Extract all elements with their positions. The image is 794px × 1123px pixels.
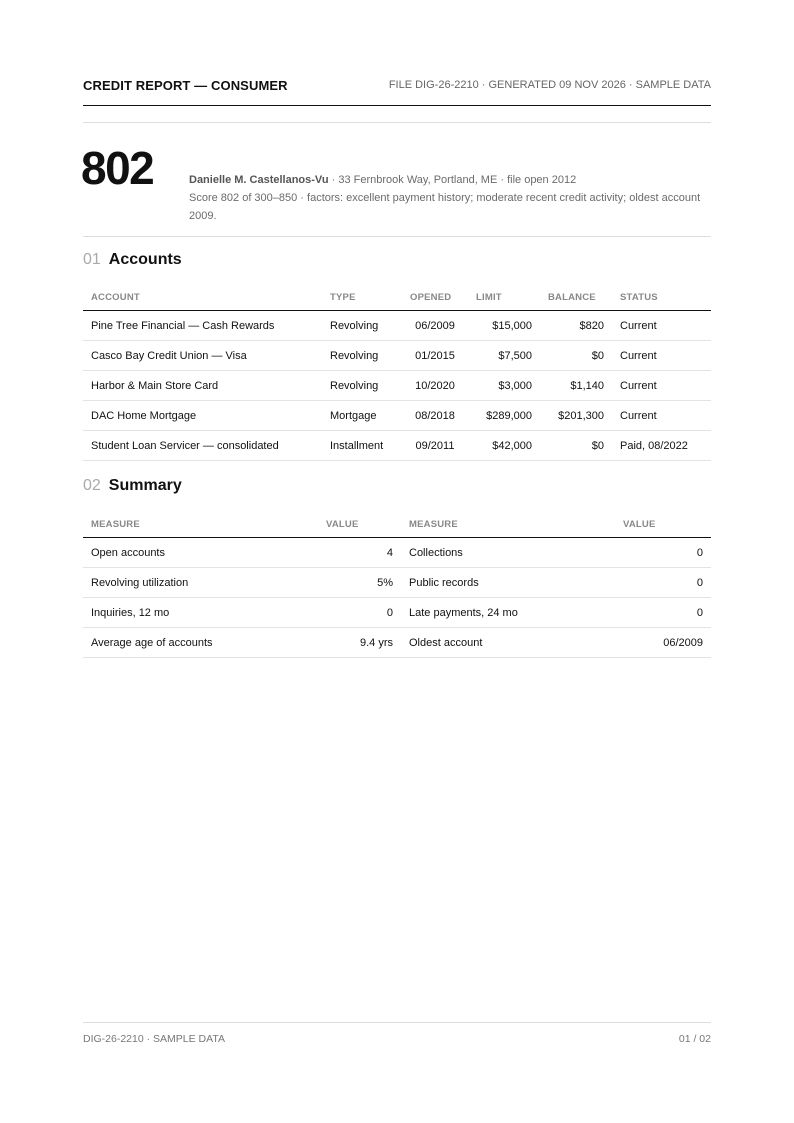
- table-row: [83, 598, 711, 628]
- measure-label: Public records: [401, 568, 615, 598]
- column-header: MEASURE: [401, 511, 615, 538]
- measure-label: Oldest account: [401, 628, 615, 658]
- account-type: Revolving: [322, 311, 402, 341]
- column-header: BALANCE: [540, 284, 612, 311]
- column-header: VALUE: [615, 511, 711, 538]
- measure-label: Revolving utilization: [83, 568, 318, 598]
- measure-value: 4: [318, 538, 401, 568]
- account-opened: 08/2018: [402, 401, 468, 431]
- account-balance: $820: [540, 311, 612, 341]
- summary-table: [83, 511, 711, 658]
- report-header: [83, 78, 711, 106]
- footer-file-id: DIG-26-2210 · SAMPLE DATA: [83, 1033, 225, 1045]
- measure-value: 0: [615, 538, 711, 568]
- account-limit: $15,000: [468, 311, 540, 341]
- table-row: [83, 371, 711, 401]
- account-name: Student Loan Servicer — consolidated: [83, 431, 322, 461]
- consumer-name: Danielle M. Castellanos-Vu: [189, 174, 329, 186]
- measure-value: 5%: [318, 568, 401, 598]
- account-name: DAC Home Mortgage: [83, 401, 322, 431]
- table-header-row: [83, 511, 711, 538]
- table-row: [83, 628, 711, 658]
- account-opened: 09/2011: [402, 431, 468, 461]
- credit-score: 802: [81, 142, 154, 194]
- table-row: [83, 431, 711, 461]
- divider: [83, 122, 711, 123]
- file-meta: FILE DIG-26-2210 · GENERATED 09 NOV 2026 · SAMPLE DATA: [388, 79, 711, 91]
- measure-value: 0: [318, 598, 401, 628]
- section-title: Accounts: [108, 251, 182, 268]
- account-type: Installment: [322, 431, 402, 461]
- account-status: Current: [612, 311, 711, 341]
- table-row: [83, 401, 711, 431]
- measure-value: 0: [615, 568, 711, 598]
- table-row: [83, 311, 711, 341]
- consumer-details: · 33 Fernbrook Way, Portland, ME · file open 2012: [328, 174, 577, 186]
- account-limit: $7,500: [468, 341, 540, 371]
- measure-label: Average age of accounts: [83, 628, 318, 658]
- account-balance: $0: [540, 341, 612, 371]
- summary-section-heading: [83, 477, 182, 499]
- account-limit: $42,000: [468, 431, 540, 461]
- column-header: STATUS: [612, 284, 711, 311]
- account-status: Current: [612, 341, 711, 371]
- account-opened: 01/2015: [402, 341, 468, 371]
- account-type: Revolving: [322, 341, 402, 371]
- account-status: Current: [612, 401, 711, 431]
- table-row: [83, 568, 711, 598]
- account-balance: $201,300: [540, 401, 612, 431]
- account-name: Pine Tree Financial — Cash Rewards: [83, 311, 322, 341]
- measure-label: Inquiries, 12 mo: [83, 598, 318, 628]
- account-status: Current: [612, 371, 711, 401]
- account-name: Harbor & Main Store Card: [83, 371, 322, 401]
- column-header: VALUE: [318, 511, 401, 538]
- column-header: MEASURE: [83, 511, 318, 538]
- account-opened: 10/2020: [402, 371, 468, 401]
- account-type: Revolving: [322, 371, 402, 401]
- column-header: LIMIT: [468, 284, 540, 311]
- page-number: 01 / 02: [678, 1033, 711, 1045]
- measure-label: Collections: [401, 538, 615, 568]
- accounts-table: [83, 284, 711, 461]
- measure-value: 9.4 yrs: [318, 628, 401, 658]
- account-status: Paid, 08/2022: [612, 431, 711, 461]
- measure-label: Open accounts: [83, 538, 318, 568]
- column-header: OPENED: [402, 284, 468, 311]
- consumer-summary: [189, 171, 711, 225]
- account-opened: 06/2009: [402, 311, 468, 341]
- table-header-row: [83, 284, 711, 311]
- accounts-section-heading: [83, 251, 182, 273]
- report-title: CREDIT REPORT — CONSUMER: [83, 78, 288, 93]
- score-factors: Score 802 of 300–850 · factors: excellent payment history; moderate recent credit activity; oldest account 2009.: [189, 192, 701, 222]
- section-title: Summary: [108, 477, 182, 494]
- account-balance: $1,140: [540, 371, 612, 401]
- section-number: 02: [83, 477, 101, 494]
- account-name: Casco Bay Credit Union — Visa: [83, 341, 322, 371]
- account-type: Mortgage: [322, 401, 402, 431]
- account-limit: $289,000: [468, 401, 540, 431]
- divider: [83, 236, 711, 237]
- column-header: TYPE: [322, 284, 402, 311]
- account-limit: $3,000: [468, 371, 540, 401]
- measure-value: 0: [615, 598, 711, 628]
- measure-label: Late payments, 24 mo: [401, 598, 615, 628]
- section-number: 01: [83, 251, 101, 268]
- measure-value: 06/2009: [615, 628, 711, 658]
- column-header: ACCOUNT: [83, 284, 322, 311]
- footer-divider: [83, 1022, 711, 1023]
- account-balance: $0: [540, 431, 612, 461]
- table-row: [83, 341, 711, 371]
- table-row: [83, 538, 711, 568]
